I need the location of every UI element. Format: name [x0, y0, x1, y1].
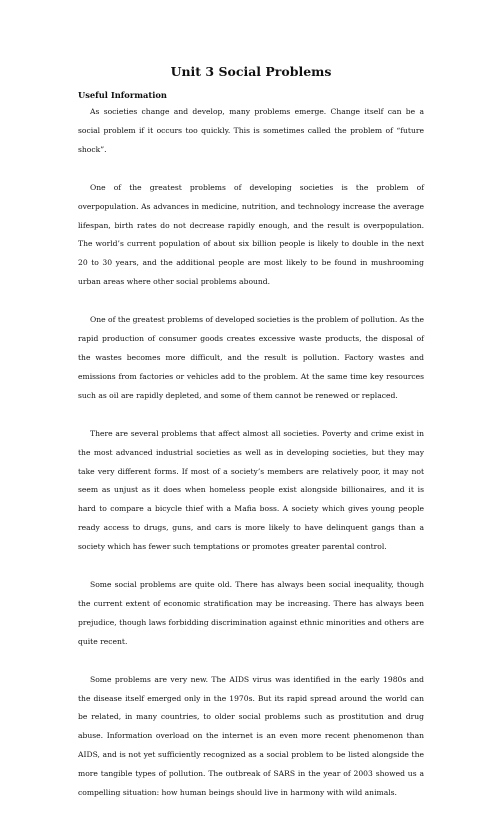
- paragraph-pollution: One of the greatest problems of developed societies is the problem of pollution. As the rapid production of consumer goods creates excessive waste products, the disposal of the wastes becomes more difficult, and the result is pollution. Factory wastes and emissions from factories or vehicles add to the problem. At the same time key resources such as oil are rapidly depleted, and some of them cannot be renewed or replaced.: [78, 315, 424, 400]
- paragraph-future-shock: As societies change and develop, many problems emerge. Change itself can be a social problem if it occurs too quickly. This is sometimes called the problem of “future shock”.: [78, 107, 424, 154]
- paragraph-poverty-crime: There are several problems that affect almost all societies. Poverty and crime exist in the most advanced industrial societies as well as in developing societies, but they may take very different forms. If most of a society’s members are relatively poor, it may not seem as unjust as it does when homeless people exist alongside billionaires, and it is hard to compare a bicycle thief with a Mafia boss. A society which gives young people ready access to drugs, guns, and cars is more likely to have delinquent gangs than a society which has fewer such temptations or promotes greater parental control.: [78, 428, 424, 552]
- paragraph-overpopulation: One of the greatest problems of developing societies is the problem of overpopulation. As advances in medicine, nutrition, and technology increase the average lifespan, birth rates do not decrease rapidly enough, and the result is overpopulation. The world’s current population of about six billion people is likely to double in the next 20 to 30 years, and the additional people are most likely to be found in mushrooming urban areas where other social problems abound.: [78, 182, 424, 287]
- document-page: [78, 64, 424, 822]
- paragraph-new-problems: Some problems are very new. The AIDS virus was identified in the early 1980s and the disease itself emerged only in the 1970s. But its rapid spread around the world can be related, in many countries, to older social problems such as prostitution and drug abuse. Information overload on the internet is an even more recent phenomenon than AIDS, and is not yet sufficiently recognized as a social problem to be listed alongside the more tangible types of pollution. The outbreak of SARS in the year of 2003 showed us a compelling situation: how human beings should live in harmony with wild animals.: [78, 674, 424, 798]
- section-heading: Useful Information: [78, 90, 167, 100]
- page-title: Unit 3 Social Problems: [170, 64, 332, 79]
- paragraph-old-problems: Some social problems are quite old. There has always been social inequality, though the current extent of economic stratification may be increasing. There has always been prejudice, though laws forbidding discrimination against ethnic minorities and others are quite recent.: [78, 580, 424, 646]
